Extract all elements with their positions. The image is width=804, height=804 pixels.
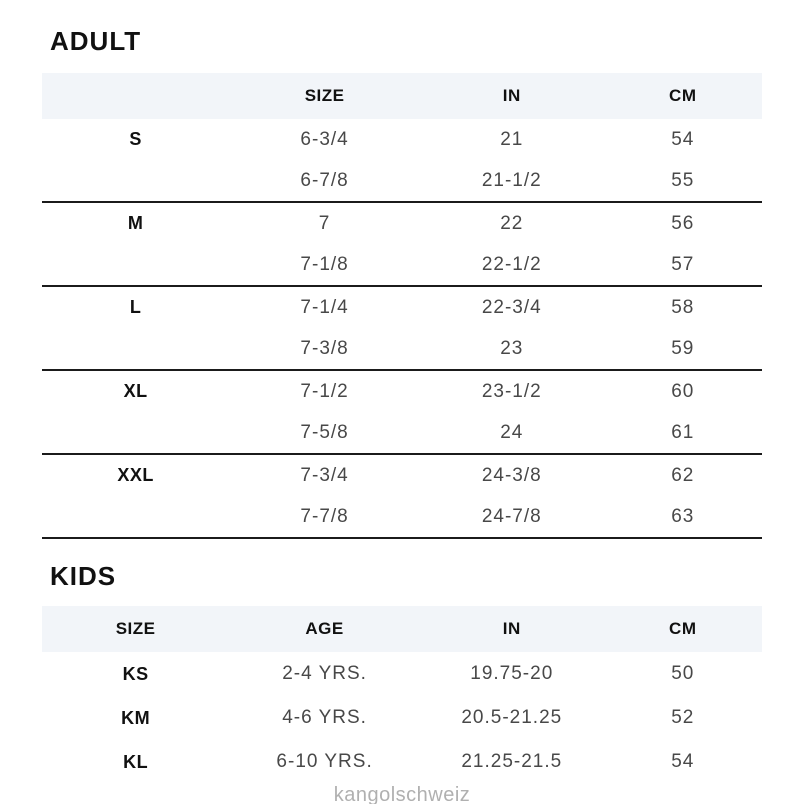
cm-value: 56 <box>671 212 695 234</box>
cm-value: 52 <box>671 707 695 728</box>
cm-value: 60 <box>671 380 695 402</box>
site-watermark: kangolschweiz <box>333 784 471 804</box>
kids-col-header-in: IN <box>502 619 521 638</box>
in-value: 20.5-21.25 <box>461 707 563 728</box>
adult-size-table <box>42 73 762 539</box>
size-value: 7-3/8 <box>300 337 349 359</box>
table-row-km <box>42 696 762 740</box>
in-value: 21 <box>500 128 524 150</box>
cm-value: 63 <box>671 505 695 527</box>
table-row-kl <box>42 740 762 784</box>
size-value: 7-3/4 <box>300 464 349 486</box>
in-value: 22-3/4 <box>481 296 542 318</box>
in-value: 24 <box>500 421 524 443</box>
in-value: 22 <box>500 212 524 234</box>
size-label: S <box>129 129 142 149</box>
cm-value: 54 <box>671 751 695 772</box>
table-row <box>42 203 762 244</box>
size-label: L <box>129 297 142 317</box>
size-value: 7-1/2 <box>300 380 349 402</box>
kids-col-header-age: AGE <box>305 619 344 638</box>
adult-col-header-cm: CM <box>669 86 697 105</box>
in-value: 23-1/2 <box>481 380 542 402</box>
cm-value: 54 <box>671 128 695 150</box>
size-value: 7-7/8 <box>300 505 349 527</box>
table-row <box>42 496 762 537</box>
size-group-xxl <box>42 455 762 539</box>
size-group-xl <box>42 371 762 455</box>
in-value: 24-3/8 <box>481 464 542 486</box>
size-value: 6-3/4 <box>300 128 349 150</box>
in-value: 24-7/8 <box>481 505 542 527</box>
in-value: 23 <box>500 337 524 359</box>
size-label: KL <box>123 751 149 772</box>
in-value: 21.25-21.5 <box>461 751 563 772</box>
adult-col-header-size: SIZE <box>304 86 345 105</box>
cm-value: 59 <box>671 337 695 359</box>
size-value: 6-7/8 <box>300 169 349 191</box>
kids-col-header-cm: CM <box>669 619 697 638</box>
adult-section-heading: ADULT <box>50 26 142 56</box>
cm-value: 58 <box>671 296 695 318</box>
size-label: XXL <box>117 465 154 485</box>
table-row <box>42 160 762 201</box>
size-group-l <box>42 287 762 371</box>
size-group-m <box>42 203 762 287</box>
size-group-s <box>42 119 762 203</box>
table-row <box>42 371 762 412</box>
kids-col-header-size: SIZE <box>115 619 156 638</box>
age-value: 6-10 YRS. <box>276 751 373 772</box>
cm-value: 62 <box>671 464 695 486</box>
table-row-ks <box>42 652 762 696</box>
in-value: 19.75-20 <box>470 663 554 684</box>
size-label: XL <box>123 381 148 401</box>
size-label: M <box>127 213 144 233</box>
table-row <box>42 412 762 453</box>
table-row <box>42 287 762 328</box>
cm-value: 61 <box>671 421 695 443</box>
size-label: KM <box>121 707 151 728</box>
in-value: 21-1/2 <box>481 169 542 191</box>
size-value: 7-1/8 <box>300 253 349 275</box>
size-value: 7 <box>318 212 331 234</box>
age-value: 2-4 YRS. <box>282 663 367 684</box>
size-value: 7-5/8 <box>300 421 349 443</box>
adult-table-header-row <box>42 73 762 119</box>
table-row <box>42 119 762 160</box>
cm-value: 55 <box>671 169 695 191</box>
size-label: KS <box>122 663 149 684</box>
cm-value: 57 <box>671 253 695 275</box>
kids-section-heading: KIDS <box>50 561 117 591</box>
size-value: 7-1/4 <box>300 296 349 318</box>
table-row <box>42 328 762 369</box>
kids-size-table <box>42 606 762 784</box>
age-value: 4-6 YRS. <box>282 707 367 728</box>
in-value: 22-1/2 <box>481 253 542 275</box>
adult-col-header-in: IN <box>502 86 521 105</box>
kids-table-header-row <box>42 606 762 652</box>
table-row <box>42 244 762 285</box>
cm-value: 50 <box>671 663 695 684</box>
table-row <box>42 455 762 496</box>
